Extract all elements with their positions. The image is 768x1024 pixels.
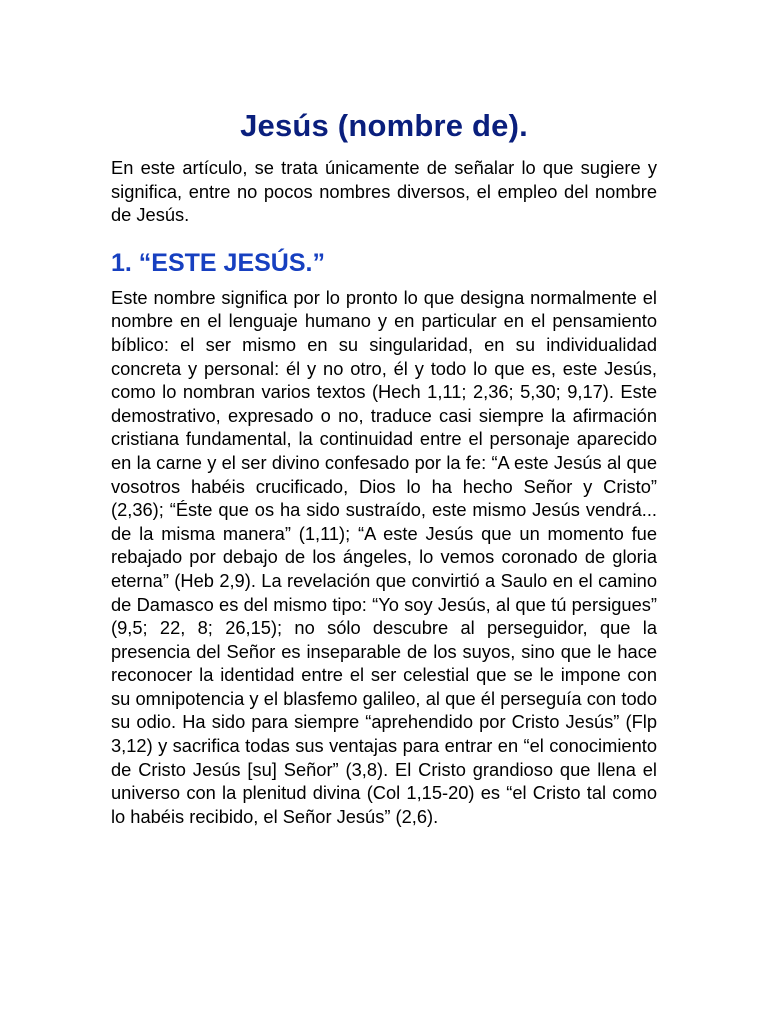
page-title: Jesús (nombre de). [240, 108, 528, 143]
intro-paragraph: En este artículo, se trata únicamente de señalar lo que sugiere y significa, entre no pocos nombres diversos, el empleo del nombre de Jesús. [111, 157, 657, 226]
section-heading: 1. “ESTE JESÚS.” [111, 248, 325, 277]
body-paragraph: Este nombre significa por lo pronto lo que designa normalmente el nombre en el lenguaje humano y en particular en el pensamiento bíblico: el ser mismo en su singularidad, en su individualidad concreta y personal: él y no otro, él y todo lo que es, este Jesús, como lo nombran varios textos (Hech 1,11; 2,36; 5,30; 9,17). Este demostrativo, expresado o no, traduce casi siempre la afirmación cristiana fundamental, la continuidad entre el personaje aparecido en la carne y el ser divino confesado por la fe: “A este Jesús al que vosotros habéis crucificado, Dios lo ha hecho Señor y Cristo” (2,36); “Éste que os ha sido sustraído, este mismo Jesús vendrá... de la misma manera” (1,11); “A este Jesús que un momento fue rebajado por debajo de los ángeles, lo vemos coronado de gloria eterna” (Heb 2,9). La revelación que convirtió a Saulo en el camino de Damasco es del mismo tipo: “Yo soy Jesús, al que tú persigues” (9,5; 22, 8; 26,15); no sólo descubre al perseguidor, que la presencia del Señor es inseparable de los suyos, sino que le hace reconocer la identidad entre el ser celestial que se le impone con su omnipotencia y el blasfemo galileo, al que él perseguía con todo su odio. Ha sido para siempre “aprehendido por Cristo Jesús” (Flp 3,12) y sacrifica todas sus ventajas para entrar en “el conocimiento de Cristo Jesús [su] Señor” (3,8). El Cristo grandioso que llena el universo con la plenitud divina (Col 1,15-20) es “el Cristo tal como lo habéis recibido, el Señor Jesús” (2,6). [111, 286, 657, 827]
